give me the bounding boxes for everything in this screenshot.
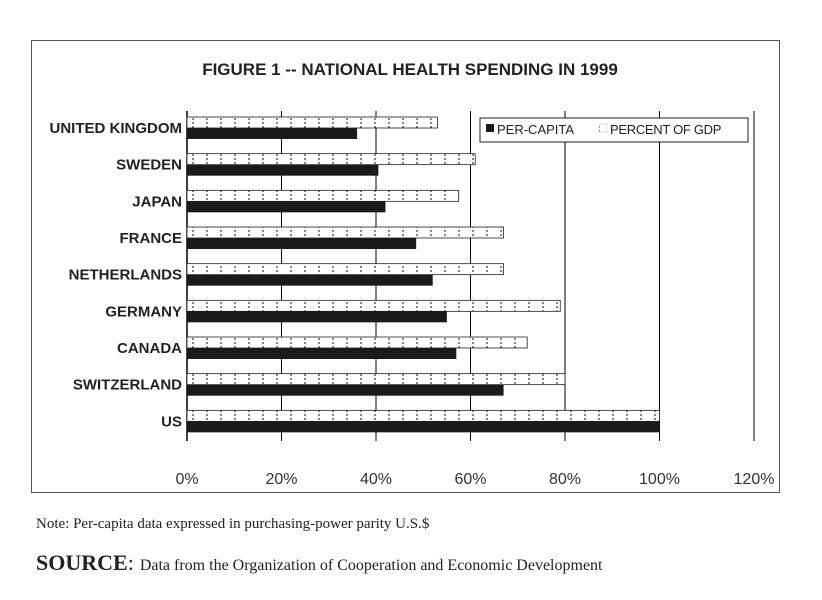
category-label: UNITED KINGDOM: [49, 120, 182, 137]
bar-per-capita: [187, 385, 504, 396]
chart-svg: [32, 41, 779, 492]
bar-percent-of-gdp: [187, 190, 459, 201]
bar-per-capita: [187, 275, 433, 286]
legend-label-gdp: PERCENT OF GDP: [610, 122, 722, 137]
x-tick-label: 60%: [454, 471, 487, 488]
bar-per-capita: [187, 348, 456, 359]
legend: [480, 118, 748, 142]
bar-percent-of-gdp: [187, 337, 527, 348]
category-label: SWITZERLAND: [72, 376, 182, 394]
source-colon: :: [127, 550, 134, 575]
chart-frame: [31, 40, 780, 493]
x-tick-label: 120%: [733, 471, 775, 488]
bar-percent-of-gdp: [187, 117, 437, 128]
source-line: [36, 550, 602, 576]
category-label: US: [161, 413, 182, 431]
category-label: FRANCE: [119, 230, 182, 247]
bar-percent-of-gdp: [187, 264, 504, 275]
category-label: GERMANY: [105, 303, 182, 321]
source-label: SOURCE: [36, 550, 128, 575]
bar-per-capita: [187, 311, 447, 322]
category-label: SWEDEN: [116, 156, 182, 174]
bar-per-capita: [187, 165, 378, 176]
bar-per-capita: [187, 238, 416, 249]
bar-percent-of-gdp: [187, 410, 660, 421]
bar-percent-of-gdp: [187, 374, 565, 385]
bar-per-capita: [187, 421, 660, 432]
category-label: JAPAN: [132, 193, 182, 211]
category-label: NETHERLANDS: [68, 266, 182, 284]
legend-swatch-per-capita: [486, 124, 494, 132]
chart-title: FIGURE 1 -- NATIONAL HEALTH SPENDING IN 1999: [202, 60, 618, 79]
bar-percent-of-gdp: [187, 300, 560, 311]
x-tick-label: 40%: [359, 471, 393, 488]
footnote: Note: Per-capita data expressed in purchasing-power parity U.S.$: [36, 516, 430, 532]
x-tick-label: 0%: [175, 471, 199, 488]
source-text: Data from the Organization of Cooperation and Economic Development: [139, 557, 603, 574]
legend-swatch-gdp: [599, 124, 607, 132]
bar-per-capita: [187, 201, 385, 212]
legend-label-per-capita: PER-CAPITA: [497, 122, 575, 137]
x-tick-label: 80%: [548, 471, 582, 488]
bar-percent-of-gdp: [187, 227, 504, 238]
bar-per-capita: [187, 128, 357, 139]
x-tick-label: 20%: [265, 471, 298, 488]
x-tick-label: 100%: [639, 471, 680, 488]
category-label: CANADA: [117, 340, 182, 357]
bar-percent-of-gdp: [187, 154, 475, 165]
